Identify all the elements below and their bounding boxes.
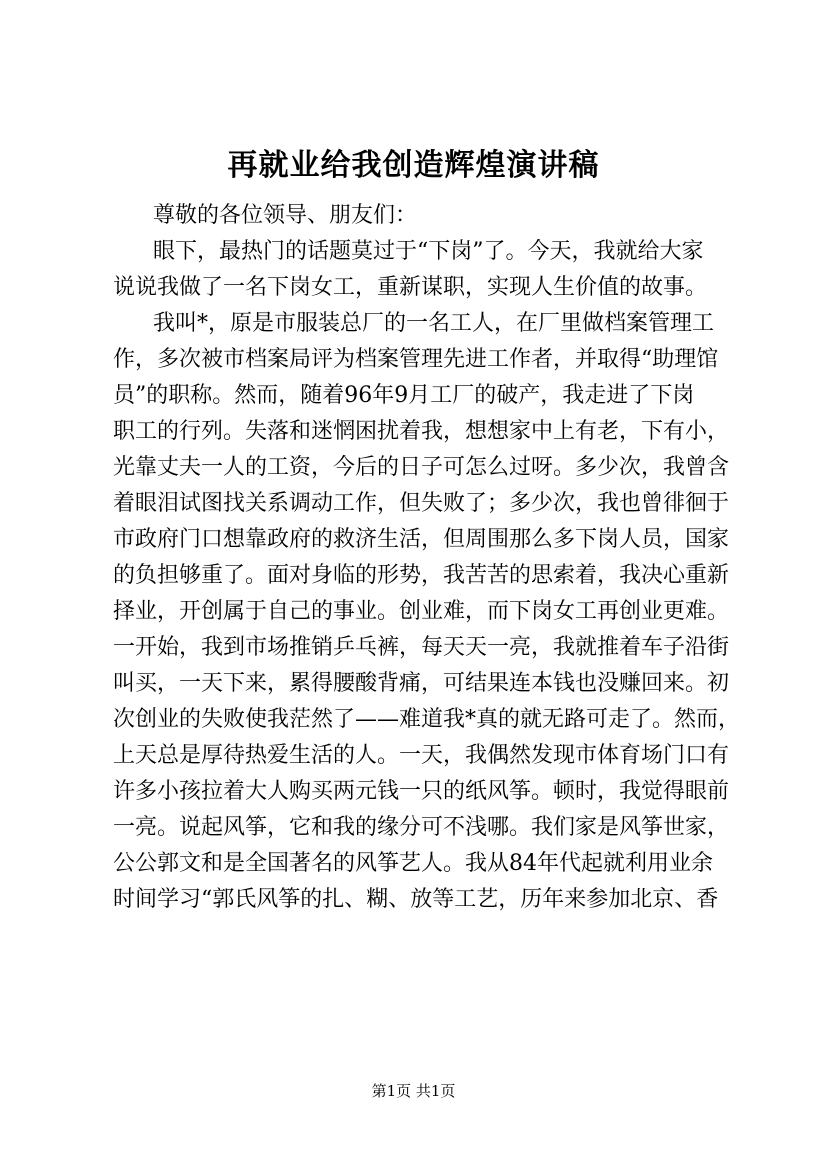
paragraph-line: 作，多次被市档案局评为档案管理先进工作者，并取得“助理馆 (113, 347, 719, 372)
salutation-line: 尊敬的各位领导、朋友们： (153, 203, 418, 228)
paragraph-line: 我叫*，原是市服装总厂的一名工人，在厂里做档案管理工 (153, 311, 715, 336)
paragraph-line: 说说我做了一名下岗女工，重新谋职，实现人生价值的故事。 (113, 275, 708, 300)
paragraph-line: 许多小孩拉着大人购买两元钱一只的纸风筝。顿时，我觉得眼前 (113, 779, 730, 804)
paragraph-line: 员”的职称。然而，随着96年9月工厂的破产，我走进了下岗 (113, 383, 695, 408)
paragraph-line: 时间学习“郭氏风筝的扎、糊、放等工艺，历年来参加北京、香 (113, 887, 719, 912)
page-footer: 第1页 共1页 (371, 1082, 456, 1100)
paragraph-line: 职工的行列。失落和迷惘困扰着我，想想家中上有老，下有小， (113, 419, 730, 444)
paragraph-line: 叫买，一天下来，累得腰酸背痛，可结果连本钱也没赚回来。初 (113, 671, 730, 696)
paragraph-line: 公公郭文和是全国著名的风筝艺人。我从84年代起就利用业余 (113, 851, 713, 876)
paragraph-line: 着眼泪试图找关系调动工作，但失败了；多少次，我也曾徘徊于 (113, 491, 730, 516)
document-title: 再就业给我创造辉煌演讲稿 (227, 148, 600, 183)
paragraph-line: 一开始，我到市场推销乒乓裤，每天天一亮，我就推着车子沿街 (113, 635, 730, 660)
paragraph-line: 市政府门口想靠政府的救济生活，但周围那么多下岗人员，国家 (113, 527, 730, 552)
paragraph-line: 次创业的失败使我茫然了——难道我*真的就无路可走了。然而， (113, 707, 741, 732)
paragraph-line: 的负担够重了。面对身临的形势，我苦苦的思索着，我决心重新 (113, 563, 730, 588)
paragraph-line: 一亮。说起风筝，它和我的缘分可不浅哪。我们家是风筝世家， (113, 815, 730, 840)
paragraph-line: 光靠丈夫一人的工资，今后的日子可怎么过呀。多少次，我曾含 (113, 455, 730, 480)
paragraph-line: 上天总是厚待热爱生活的人。一天，我偶然发现市体育场门口有 (113, 743, 730, 768)
document-body (113, 198, 741, 918)
paragraph-line: 择业，开创属于自己的事业。创业难，而下岗女工再创业更难。 (113, 599, 730, 624)
paragraph-line: 眼下，最热门的话题莫过于“下岗”了。今天，我就给大家 (153, 239, 704, 264)
